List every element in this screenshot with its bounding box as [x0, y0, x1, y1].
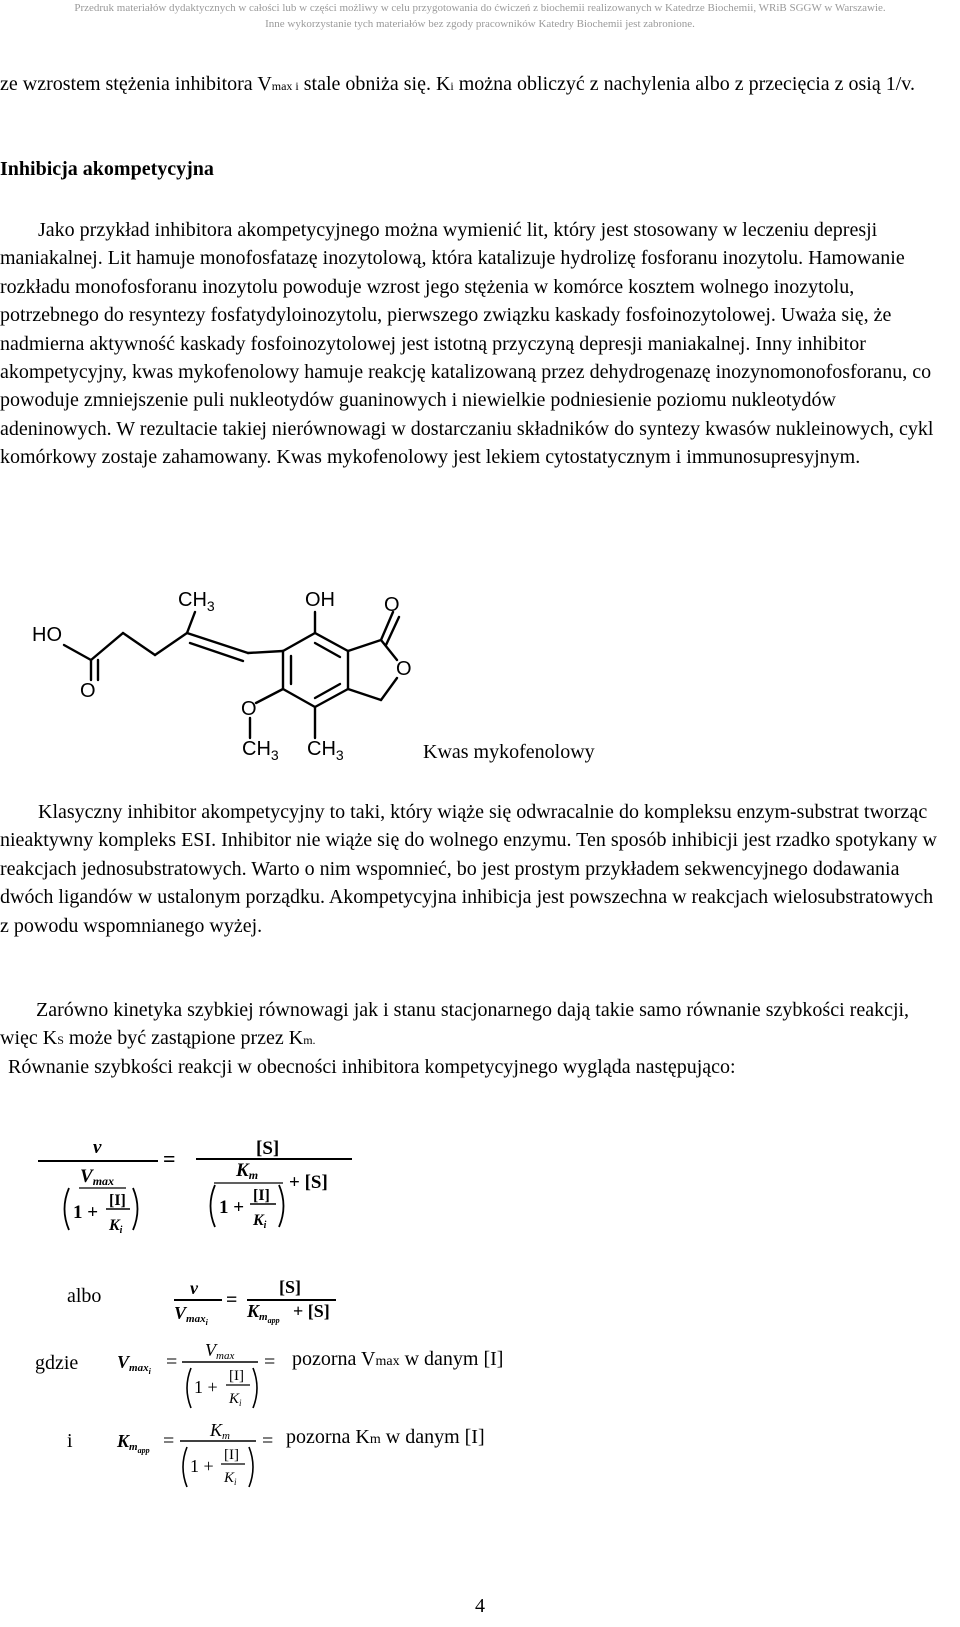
page-number: 4: [475, 1595, 485, 1617]
intro-text-2: stale obniża się. K: [298, 73, 451, 95]
eq1-v: v: [93, 1137, 102, 1158]
eq3-equals-2: =: [264, 1351, 276, 1373]
eq3-vmaxi: Vmaxi: [117, 1352, 151, 1376]
carbonyl-oxygen-acid: O: [80, 680, 96, 702]
page-header: [0, 0, 960, 32]
eq2-kmapp: Kmapp: [247, 1301, 280, 1325]
header-line-1: Przedruk materiałów dydaktycznych w całości lub w części możliwy w celu przygotowania do ćwiczeń z biochemii realizowanych w Katedrze Biochemii, WRiB SGGW w Warszawie.: [74, 2, 886, 14]
eq3-i: [I]: [229, 1368, 244, 1384]
paragraph-equation-intro: Równanie szybkości reakcji w obecności inhibitora kompetycyjnego wygląda następująco:: [8, 1056, 736, 1078]
eq4-one-plus: 1 +: [190, 1456, 214, 1476]
eq4-ki: $K_i$: [224, 1470, 237, 1487]
equation-main: [0, 1125, 380, 1245]
eq3-one-plus: 1 +: [194, 1377, 218, 1397]
eq1-i: [I]: [109, 1192, 126, 1209]
eq1-ki: Ki: [109, 1217, 123, 1236]
eq1-i-2: [I]: [253, 1187, 270, 1204]
ring-oxygen: O: [396, 658, 412, 680]
intro-sub-1: max i: [271, 79, 299, 93]
structure-caption: Kwas mykofenolowy: [423, 741, 595, 763]
kinetics-sub-2: m.: [303, 1033, 316, 1048]
eq1-ki-2: Ki: [253, 1212, 267, 1231]
mycophenolic-acid-structure: [0, 575, 480, 775]
eq4-equals: =: [163, 1430, 175, 1452]
kinetics-sub-1: S: [57, 1033, 64, 1048]
intro-text-3: można obliczyć z nachylenia albo z przecięcia z osią 1/v.: [453, 73, 915, 95]
equation-vmax-apparent: [110, 1335, 295, 1415]
carbonyl-oxygen-lactone: O: [384, 594, 400, 616]
eq1-one-plus-2: 1 +: [219, 1197, 245, 1218]
intro-paragraph: [0, 70, 940, 100]
eq2-vmaxi: Vmaxi: [174, 1303, 208, 1327]
eq2-s: [S]: [279, 1277, 301, 1297]
label-gdzie: gdzie: [35, 1352, 79, 1374]
eq3-ki: $K_i$: [229, 1391, 242, 1408]
desc-km-apparent: pozorna Km w danym [I]: [286, 1426, 485, 1448]
hydroxyl-acid: HO: [32, 624, 62, 646]
header-line-2: Inne wykorzystanie tych materiałów bez zgody pracowników Katedry Biochemii jest zabronione.: [265, 18, 695, 30]
kinetics-text-2: może być zastąpione przez K: [63, 1027, 304, 1050]
hydroxyl-group: OH: [305, 589, 335, 611]
eq4-i: [I]: [224, 1447, 239, 1463]
intro-sub-2: i: [450, 79, 454, 93]
eq2-equals: =: [226, 1289, 238, 1311]
equation-apparent: [160, 1270, 360, 1330]
methoxy-methyl: $CH_3$: [242, 738, 279, 763]
eq4-km: Km: [210, 1420, 230, 1442]
eq1-one-plus: 1 +: [73, 1202, 99, 1223]
label-albo: albo: [67, 1285, 102, 1307]
ring-methyl: $CH_3$: [307, 738, 344, 763]
paragraph-uncompetitive: Klasyczny inhibitor akompetycyjny to taki, który wiąże się odwracalnie do kompleksu enzym-substrat tworząc nieaktywny kompleks ESI. Inhibitor nie wiąże się do wolnego enzymu. Ten sposób inhibicji jest rzadko spotykany w reakcjach jednosubstratowych. Warto o nim wspomnieć, bo jest prostym przykładem sekwencyjnego dodawania dwóch ligandów w ustalonym porządku. Akompetycyjna inhibicja jest powszechna w reakcjach wielosubstratowych z powodu wspomnianego wyżej.: [0, 801, 937, 937]
eq1-s: [S]: [256, 1138, 280, 1159]
intro-text-1: ze wzrostem stężenia inhibitora V: [0, 73, 272, 95]
eq1-equals: =: [163, 1146, 176, 1171]
eq1-vmax: Vmax: [80, 1166, 115, 1188]
equation-km-apparent: [110, 1415, 295, 1495]
eq1-km: Km: [236, 1160, 259, 1182]
eq2-plus-s: + [S]: [293, 1301, 330, 1321]
eq4-kmapp: Kmapp: [117, 1431, 150, 1455]
kinetics-text-1: Zarówno kinetyka szybkiej równowagi jak i stanu stacjonarnego dają takie samo równanie szybkości reakcji, więc K: [0, 999, 910, 1050]
eq3-vmax: Vmax: [205, 1340, 235, 1362]
eq2-v: v: [190, 1278, 198, 1298]
methoxy-oxygen: O: [241, 698, 257, 720]
eq1-plus-s: + [S]: [289, 1172, 328, 1193]
methyl-group-top: $CH_3$: [178, 589, 215, 614]
section-title: Inhibicja akompetycyjna: [0, 158, 214, 180]
eq4-equals-2: =: [262, 1430, 274, 1452]
eq3-equals: =: [166, 1351, 178, 1373]
paragraph-lithium: Jako przykład inhibitora akompetycyjnego można wymienić lit, który jest stosowany w leczeniu depresji maniakalnej. Lit hamuje monofosfatazę inozytolową, która katalizuje hydrolizę fosforanu inozytolu. Hamowanie rozkładu monofosforanu inozytolu powoduje wzrost jego stężenia w komórce kosztem wolnego inozytolu, potrzebnego do resyntezy fosfatydyloinozytolu, pierwszego związku kaskady fosfoinozytolowej. Uważa się, że nadmierna aktywność kaskady fosfoinozytolowej jest istotną przyczyną depresji maniakalnej. Inny inhibitor akompetycyjny, kwas mykofenolowy hamuje reakcję katalizowaną przez dehydrogenazę inozynomonofosforanu, co powoduje zmniejszenie puli nukleotydów guaninowych i niewielkie podniesienie poziomu nukleotydów adeninowych. W rezultacie takiej nierównowagi w dostarczaniu składników do syntezy kwasów nukleinowych, cykl komórkowy zostaje zahamowany. Kwas mykofenolowy jest lekiem cytostatycznym i immunosupresyjnym.: [0, 219, 934, 469]
desc-vmax-apparent: pozorna Vmax w danym [I]: [292, 1348, 504, 1370]
label-i: i: [67, 1430, 73, 1452]
paragraph-kinetics: [0, 996, 940, 1055]
